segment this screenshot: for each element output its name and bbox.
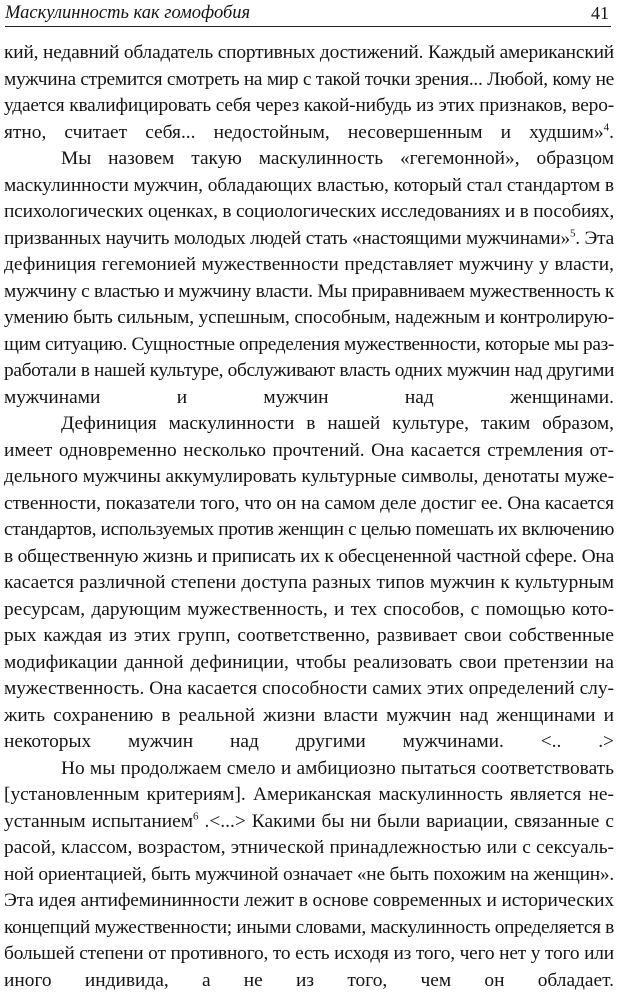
paragraph-3 — [4, 411, 614, 756]
text-line: удается квалифицировать себя через какой-нибудь из этих признаков, веро- — [4, 93, 614, 120]
text-line-content: устанным испытанием — [4, 811, 193, 832]
text-line: щим ситуацию. Сущностные определения мужественности, которые мы раз- — [4, 332, 614, 359]
text-line: работали в нашей культуре, обслуживают власть одних мужчин над другими — [4, 358, 614, 385]
text-line: умению быть сильным, успешным, способным, надежным и контролирую- — [4, 305, 614, 332]
text-line: расой, классом, возрастом, этнической принадлежностью или с сексуаль- — [4, 835, 614, 862]
text-line: большей степени от противного, то есть исходя из того, чего нет у того или — [4, 941, 614, 968]
text-line: мужчинами и мужчин над женщинами. — [4, 385, 614, 412]
text-line — [4, 120, 614, 147]
text-line: ной ориентацией, быть мужчиной означает «не быть похожим на женщин». — [4, 862, 614, 889]
text-line-content: призванных научить молодых людей стать «настоящими мужчинами» — [4, 228, 570, 249]
text-line: мужчину с властью и мужчину власти. Мы приравниваем мужественность к — [4, 279, 614, 306]
text-line: иного индивида, а не из того, чем он обладает. — [4, 968, 614, 994]
body-text — [4, 40, 614, 994]
text-line: в общественную жизнь и приписать их к обесцененной частной сфере. Она — [4, 544, 614, 571]
text-line: касается различной степени доступа разных типов мужчин к культурным — [4, 570, 614, 597]
text-line-tail: .<...> Какими бы ни были вариации, связанные с — [199, 811, 614, 832]
text-line: стандартов, используемых против женщин с целью помешать их включению — [4, 517, 614, 544]
text-line: жить сохранению в реальной жизни власти мужчин над женщинами и — [4, 703, 614, 730]
text-line: модификации данной дефиниции, чтобы реализовать свои претензии на — [4, 650, 614, 677]
footnote-ref: 4 — [604, 121, 610, 133]
text-line: психологических оценках, в социологических исследованиях и в пособиях, — [4, 199, 614, 226]
text-line: имеет одновременно несколько прочтений. Она касается стремления от- — [4, 438, 614, 465]
text-line-content: ятно, считает себя... недостойным, несовершенным и худшим» — [4, 122, 604, 143]
text-line: кий, недавний обладатель спортивных достижений. Каждый американский — [4, 40, 614, 67]
text-line: [установленным критериям]. Американская маскулинность является не- — [4, 782, 614, 809]
text-line — [4, 809, 614, 836]
page-number: 41 — [591, 2, 609, 24]
text-line: мужественность. Она касается способности самих этих определений слу- — [4, 676, 614, 703]
text-line: концепций мужественности; иными словами, маскулинность определяется в — [4, 915, 614, 942]
paragraph-2 — [4, 146, 614, 411]
paragraph-1 — [4, 40, 614, 146]
text-line: Но мы продолжаем смело и амбициозно пытаться соответствовать — [4, 756, 614, 783]
footnote-ref: 5 — [570, 227, 575, 239]
text-line: ресурсам, дарующим мужественность, и тех способов, с помощью кото- — [4, 597, 614, 624]
text-line: дельного мужчины аккумулировать культурные символы, денотаты муже- — [4, 464, 614, 491]
text-line: некоторых мужчин над другими мужчинами. <.. .> — [4, 729, 614, 756]
text-line: Мы назовем такую маскулинность «гегемонной», образцом — [4, 146, 614, 173]
text-line: дефиниция гегемонией мужественности представляет мужчину у власти, — [4, 252, 614, 279]
text-line: Эта идея антифемининности лежит в основе современных и исторических — [4, 888, 614, 915]
text-line: маскулинности мужчин, обладающих властью, который стал стандартом в — [4, 173, 614, 200]
page-header — [5, 0, 611, 27]
running-title: Маскулинность как гомофобия — [5, 2, 250, 24]
text-line-tail: . Эта — [575, 228, 614, 249]
text-line-tail: . — [609, 122, 614, 143]
paragraph-4 — [4, 756, 614, 994]
text-line: рых каждая из этих групп, соответственно, развивает свои собственные — [4, 623, 614, 650]
text-line: мужчина стремится смотреть на мир с такой точки зрения... Любой, кому не — [4, 67, 614, 94]
text-line — [4, 226, 614, 253]
text-line: Дефиниция маскулинности в нашей культуре, таким образом, — [4, 411, 614, 438]
text-line: ственности, показатели того, что он на самом деле достиг ее. Она касается — [4, 491, 614, 518]
footnote-ref: 6 — [193, 810, 199, 822]
